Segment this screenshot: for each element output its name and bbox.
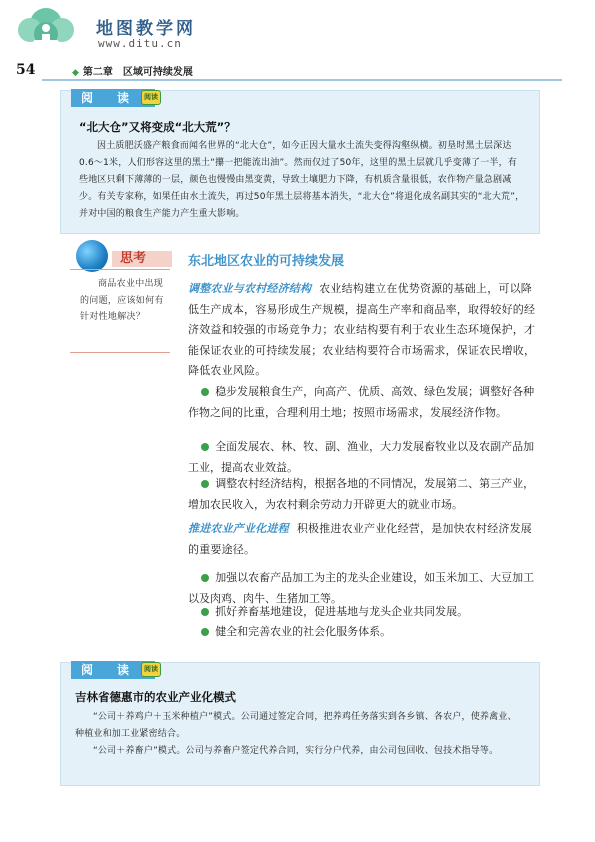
think-divider <box>70 269 170 270</box>
bullet-icon <box>201 628 209 636</box>
keyword-heading-1: 调整农业与农村经济结构 <box>188 282 312 295</box>
section-paragraph-2 <box>188 519 540 560</box>
reading-body <box>75 709 525 760</box>
keyword-heading-2: 推进农业产业化进程 <box>188 522 289 535</box>
reading-paragraph: “公司＋养鸡户＋玉米种植户”模式。公司通过签定合同，把养鸡任务落实到各乡镇、各农户，使养禽业、种植业和加工业紧密结合。 <box>75 712 517 739</box>
paragraph-2-text: 积极推进农业产业化经营，是加快农村经济发展的重要途径。 <box>188 522 533 556</box>
bullet-item <box>188 382 540 423</box>
reading-paragraph: “公司＋养畜户”模式。公司与养畜户签定代养合同，实行分户代养，由公司包回收、包技术指导等。 <box>93 746 499 756</box>
reading-tag <box>71 661 158 679</box>
reading-tag-label: 阅 读 <box>81 91 136 105</box>
globe-icon <box>76 240 108 272</box>
bullet-icon <box>201 574 209 582</box>
page-number: 54 <box>16 62 36 78</box>
bullet-text: 稳步发展粮食生产，向高产、优质、高效、绿色发展；调整好各种作物之间的比重，合理利用土地；按照市场需求，发展经济作物。 <box>188 385 535 419</box>
bullet-text: 健全和完善农业的社会化服务体系。 <box>215 625 392 638</box>
header-rule <box>42 79 562 81</box>
bullet-item <box>188 437 540 478</box>
book-icon: 阅读 <box>141 662 161 677</box>
reading-box-1 <box>60 90 540 234</box>
tree-icon <box>18 8 74 54</box>
reading-title: “北大仓”又将变成“北大荒”？ <box>79 120 236 134</box>
bullet-icon <box>201 608 209 616</box>
reading-paragraph: 因土质肥沃盛产粮食而闻名世界的“北大仓”，如今正因大量水土流失变得沟壑纵横。初垦时黑土层深达0.6～1米，人们形容这里的黑土“攥一把能流出油”。然而仅过了50年，这里的黑土层就几乎变薄了一半，有些地区只剩下薄薄的一层，颜色也慢慢由黑变黄，导致土壤肥力下降，有机质含量很低，农作物产量急剧减少。有关专家称，如果任由水土流失，再过50年黑土层将基本消失，“北大仓”将退化成名副其实的“北大荒”，并对中国的粮食生产能力产生重大影响。 <box>79 141 525 219</box>
paragraph-1-text: 农业结构建立在优势资源的基础上，可以降低生产成本，容易形成生产规模，提高生产率和商品率，取得较好的经济效益和较强的市场竞争力；农业结构要有利于农业生态环境保护，才能保证农业的可持续发展；农业结构要符合市场需求，保证农民增收，降低农业风险。 <box>188 282 536 377</box>
bullet-text: 抓好养畜基地建设，促进基地与龙头企业共同发展。 <box>215 605 469 618</box>
site-logo <box>6 4 86 56</box>
diamond-icon: ◆ <box>72 68 79 78</box>
bullet-icon <box>201 480 209 488</box>
think-bottom-rule <box>70 352 170 353</box>
site-url[interactable]: www.ditu.cn <box>98 37 182 50</box>
reading-box-2 <box>60 662 540 786</box>
section-title: 东北地区农业的可持续发展 <box>188 254 345 269</box>
bullet-text: 全面发展农、林、牧、副、渔业，大力发展畜牧业以及农副产品加工业，提高农业效益。 <box>188 440 535 474</box>
bullet-item <box>188 602 540 623</box>
bullet-item <box>188 474 540 515</box>
bullet-item <box>188 622 540 643</box>
reading-body <box>79 138 525 223</box>
section-paragraph-1 <box>188 279 540 382</box>
think-label: 思考 <box>112 251 172 267</box>
reading-tag-label: 阅 读 <box>81 663 136 677</box>
bullet-text: 加强以农畜产品加工为主的龙头企业建设，如玉米加工、大豆加工以及肉鸡、肉牛、生猪加工等。 <box>188 571 535 605</box>
reading-tag <box>71 89 158 107</box>
chapter-heading <box>72 63 193 78</box>
reading-title: 吉林省德惠市的农业产业化模式 <box>75 690 236 704</box>
bullet-icon <box>201 388 209 396</box>
bullet-text: 调整农村经济结构，根据各地的不同情况，发展第二、第三产业，增加农民收入，为农村剩余劳动力开辟更大的就业市场。 <box>188 477 535 511</box>
chapter-text: 第二章 区域可持续发展 <box>82 67 193 78</box>
book-icon: 阅读 <box>141 90 161 105</box>
think-question: 商品农业中出现的问题，应该如何有针对性地解决？ <box>80 279 164 322</box>
bullet-icon <box>201 443 209 451</box>
site-name: 地图教学网 <box>96 19 196 39</box>
